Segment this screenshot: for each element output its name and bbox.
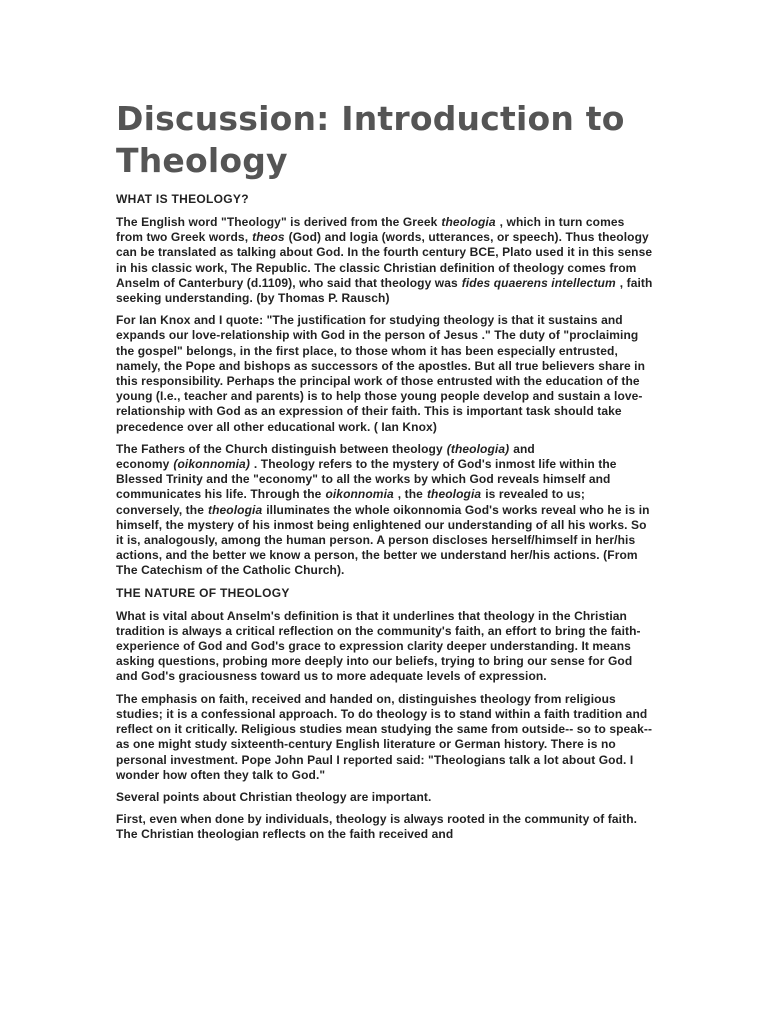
paragraph-anselm-definition: What is vital about Anselm's definition is that it underlines that theology in the Christian tradition is always a critical reflection on the community's faith, an effort to bring the faith- experience of God and God's grace to expression clarity deeper understanding. It means asking questions, probing more deeply into our beliefs, trying to bring our sense for God and God's graciousness toward us to more adequate levels of expression. bbox=[116, 608, 641, 684]
paragraph-faith-vs-religious-studies: The emphasis on faith, received and handed on, distinguishes theology from religious studies; it is a confessional approach. To do theology is to stand within a faith tradition and reflect on it critically. Religious studies mean studying the same from outside-- so to speak-- as one might study sixteenth-century English literature or German history. There is no personal investment. Pope John Paul I reported said: "Theologians talk a lot about God. I wonder how often they talk to God." bbox=[116, 691, 653, 782]
document-title: Discussion: Introduction to Theology bbox=[116, 99, 625, 180]
paragraph-ian-knox: For Ian Knox and I quote: "The justification for studying theology is that it sustains and expands our love-relationship with God in the person of Jesus ." The duty of "proclaiming the gospel" belongs, in the first place, to those whom it has been especially entrusted, namely, the Pope and bishops as successors of the apostles. But all true believers share in this responsibility. Perhaps the principal work of those entrusted with the education of the young (I.e., teacher and parents) is to help those young people develop and sustain a love-relationship with God as an expression of their faith. This is important task should take precedence over all other educational work. ( Ian Knox) bbox=[116, 313, 646, 434]
section-heading-what-is-theology: WHAT IS THEOLOGY? bbox=[116, 192, 249, 206]
paragraph-church-fathers: The Fathers of the Church distinguish between theology (theologia) and economy (oikonnomia) . Theology refers to the mystery of God's inmost life within the Blessed Trinity and the "economy" to all the works by which God reveals himself and communicates his life. Through the oikonnomia , the theologia is revealed to us; conversely, the theologia illuminates the whole oikonnomia God's works reveal who he is in himself, the mystery of his inmost being enlightened our understanding of all his works. So it is, analogously, among the human person. A person discloses herself/himself in her/his actions, and the better we know a person, the better we understand her/his actions. (From The Catechism of the Catholic Church). bbox=[116, 441, 650, 578]
paragraph-several-points: Several points about Christian theology are important. bbox=[116, 789, 432, 804]
greek-term-theos: theos bbox=[252, 230, 285, 245]
paragraph-first-point: First, even when done by individuals, theology is always rooted in the community of faith. The Christian theologian reflects on the faith received and bbox=[116, 812, 638, 842]
term-oikonnomia-2: oikonnomia bbox=[325, 487, 394, 502]
document-page bbox=[116, 98, 654, 850]
section-heading-nature-of-theology: THE NATURE OF THEOLOGY bbox=[116, 585, 290, 600]
paragraph-etymology: The English word "Theology" is derived from the Greek theologia , which in turn comes from two Greek words, theos (God) and logia (words, utterances, or speech). Thus theology can be translated as talking about God. In the fourth century BCE, Plato used it in this sense in his classic work, The Republic. The classic Christian definition of theology comes from Anselm of Canterbury (d.1109), who said that theology was fides quaerens intellectum , faith seeking understanding. (by Thomas P. Rausch) bbox=[116, 215, 653, 306]
latin-term-fides: fides quaerens intellectum bbox=[461, 275, 616, 290]
greek-term-theologia: theologia bbox=[441, 215, 496, 229]
term-theologia: (theologia) bbox=[446, 441, 510, 456]
term-theologia-2: theologia bbox=[426, 487, 482, 502]
term-theologia-3: theologia bbox=[207, 502, 263, 517]
term-oikonnomia: (oikonnomia) bbox=[173, 457, 250, 472]
